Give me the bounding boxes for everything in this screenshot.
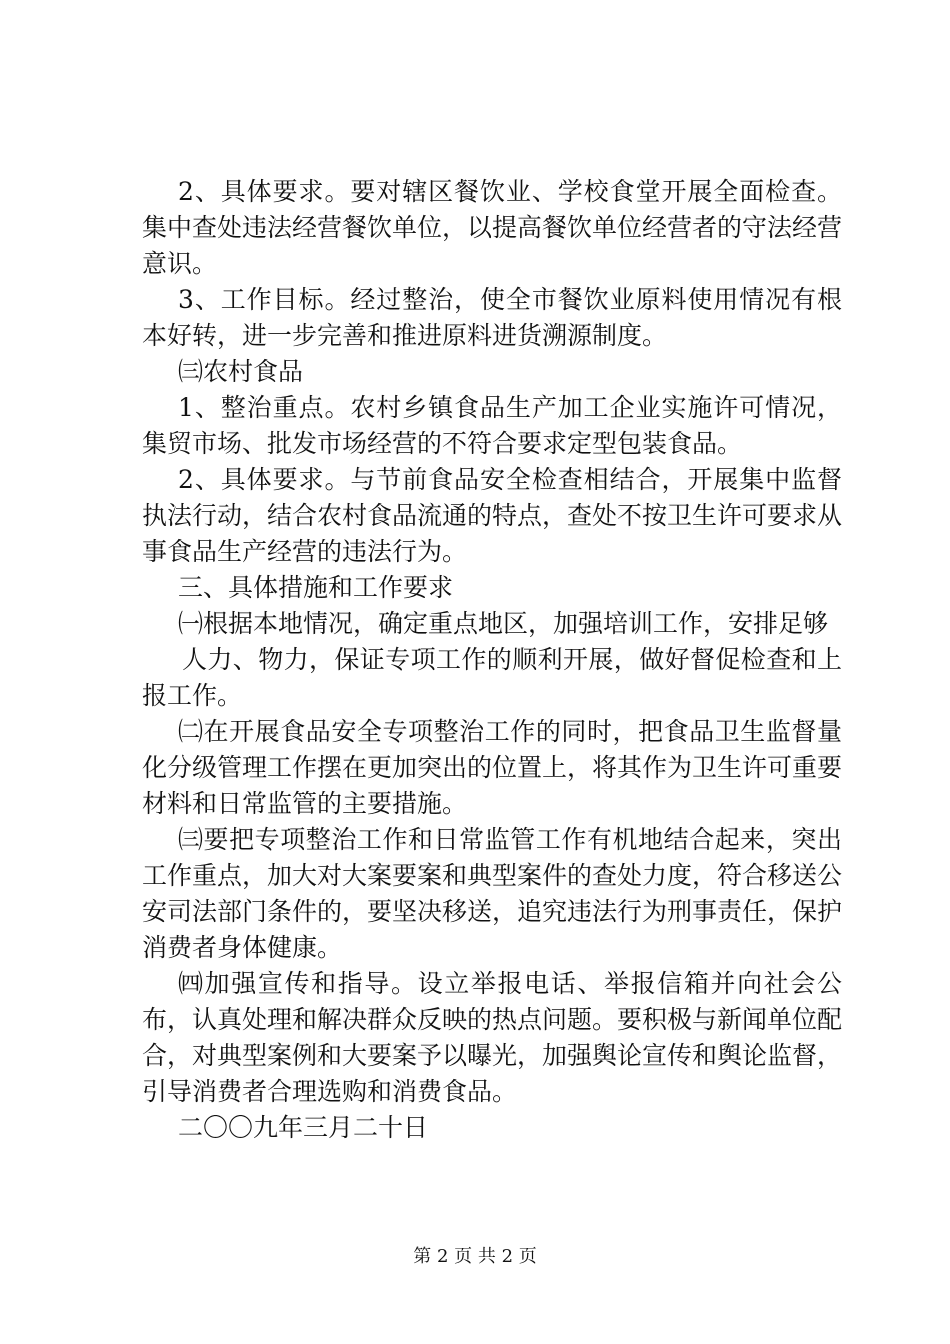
paragraph-rural-requirements: 2、具体要求。与节前食品安全检查相结合，开展集中监督执法行动，结合农村食品流通的特点，查处不按卫生许可要求从事食品生产经营的违法行为。	[142, 465, 843, 566]
paragraph-catering-requirements: 2、具体要求。要对辖区餐饮业、学校食堂开展全面检查。集中查处违法经营餐饮单位，以提高餐饮单位经营者的守法经营意识。	[142, 177, 843, 278]
document-date: 二〇〇九年三月二十日	[178, 1113, 429, 1142]
paragraph-measure-4: ㈣加强宣传和指导。设立举报电话、举报信箱并向社会公布，认真处理和解决群众反映的热点问题。要积极与新闻单位配合，对典型案例和大要案予以曝光，加强舆论宣传和舆论监督，引导消费者合理选购和消费食品。	[142, 969, 843, 1106]
paragraph-measure-1-start: ㈠根据本地情况，确定重点地区，加强培训工作，安排足够	[178, 609, 829, 638]
page-footer: 第 2 页 共 2 页	[413, 1246, 537, 1267]
paragraph-rural-focus: 1、整治重点。农村乡镇食品生产加工企业实施许可情况，集贸市场、批发市场经营的不符合要求定型包装食品。	[142, 393, 842, 458]
paragraph-catering-goal: 3、工作目标。经过整治，使全市餐饮业原料使用情况有根本好转，进一步完善和推进原料进货溯源制度。	[142, 285, 842, 350]
section-heading-measures: 三、具体措施和工作要求	[178, 573, 454, 602]
section-heading-rural-food: ㈢农村食品	[178, 357, 304, 386]
paragraph-measure-3: ㈢要把专项整治工作和日常监管工作有机地结合起来，突出工作重点，加大对大案要案和典型案件的查处力度，符合移送公安司法部门条件的，要坚决移送，追究违法行为刑事责任，保护消费者身体健康。	[142, 825, 843, 962]
paragraph-measure-1-continued: 人力、物力，保证专项工作的顺利开展，做好督促检查和上报工作。	[142, 645, 842, 710]
document-body	[142, 174, 842, 1146]
paragraph-measure-2: ㈡在开展食品安全专项整治工作的同时，把食品卫生监督量化分级管理工作摆在更加突出的位置上，将其作为卫生许可重要材料和日常监管的主要措施。	[142, 717, 843, 818]
